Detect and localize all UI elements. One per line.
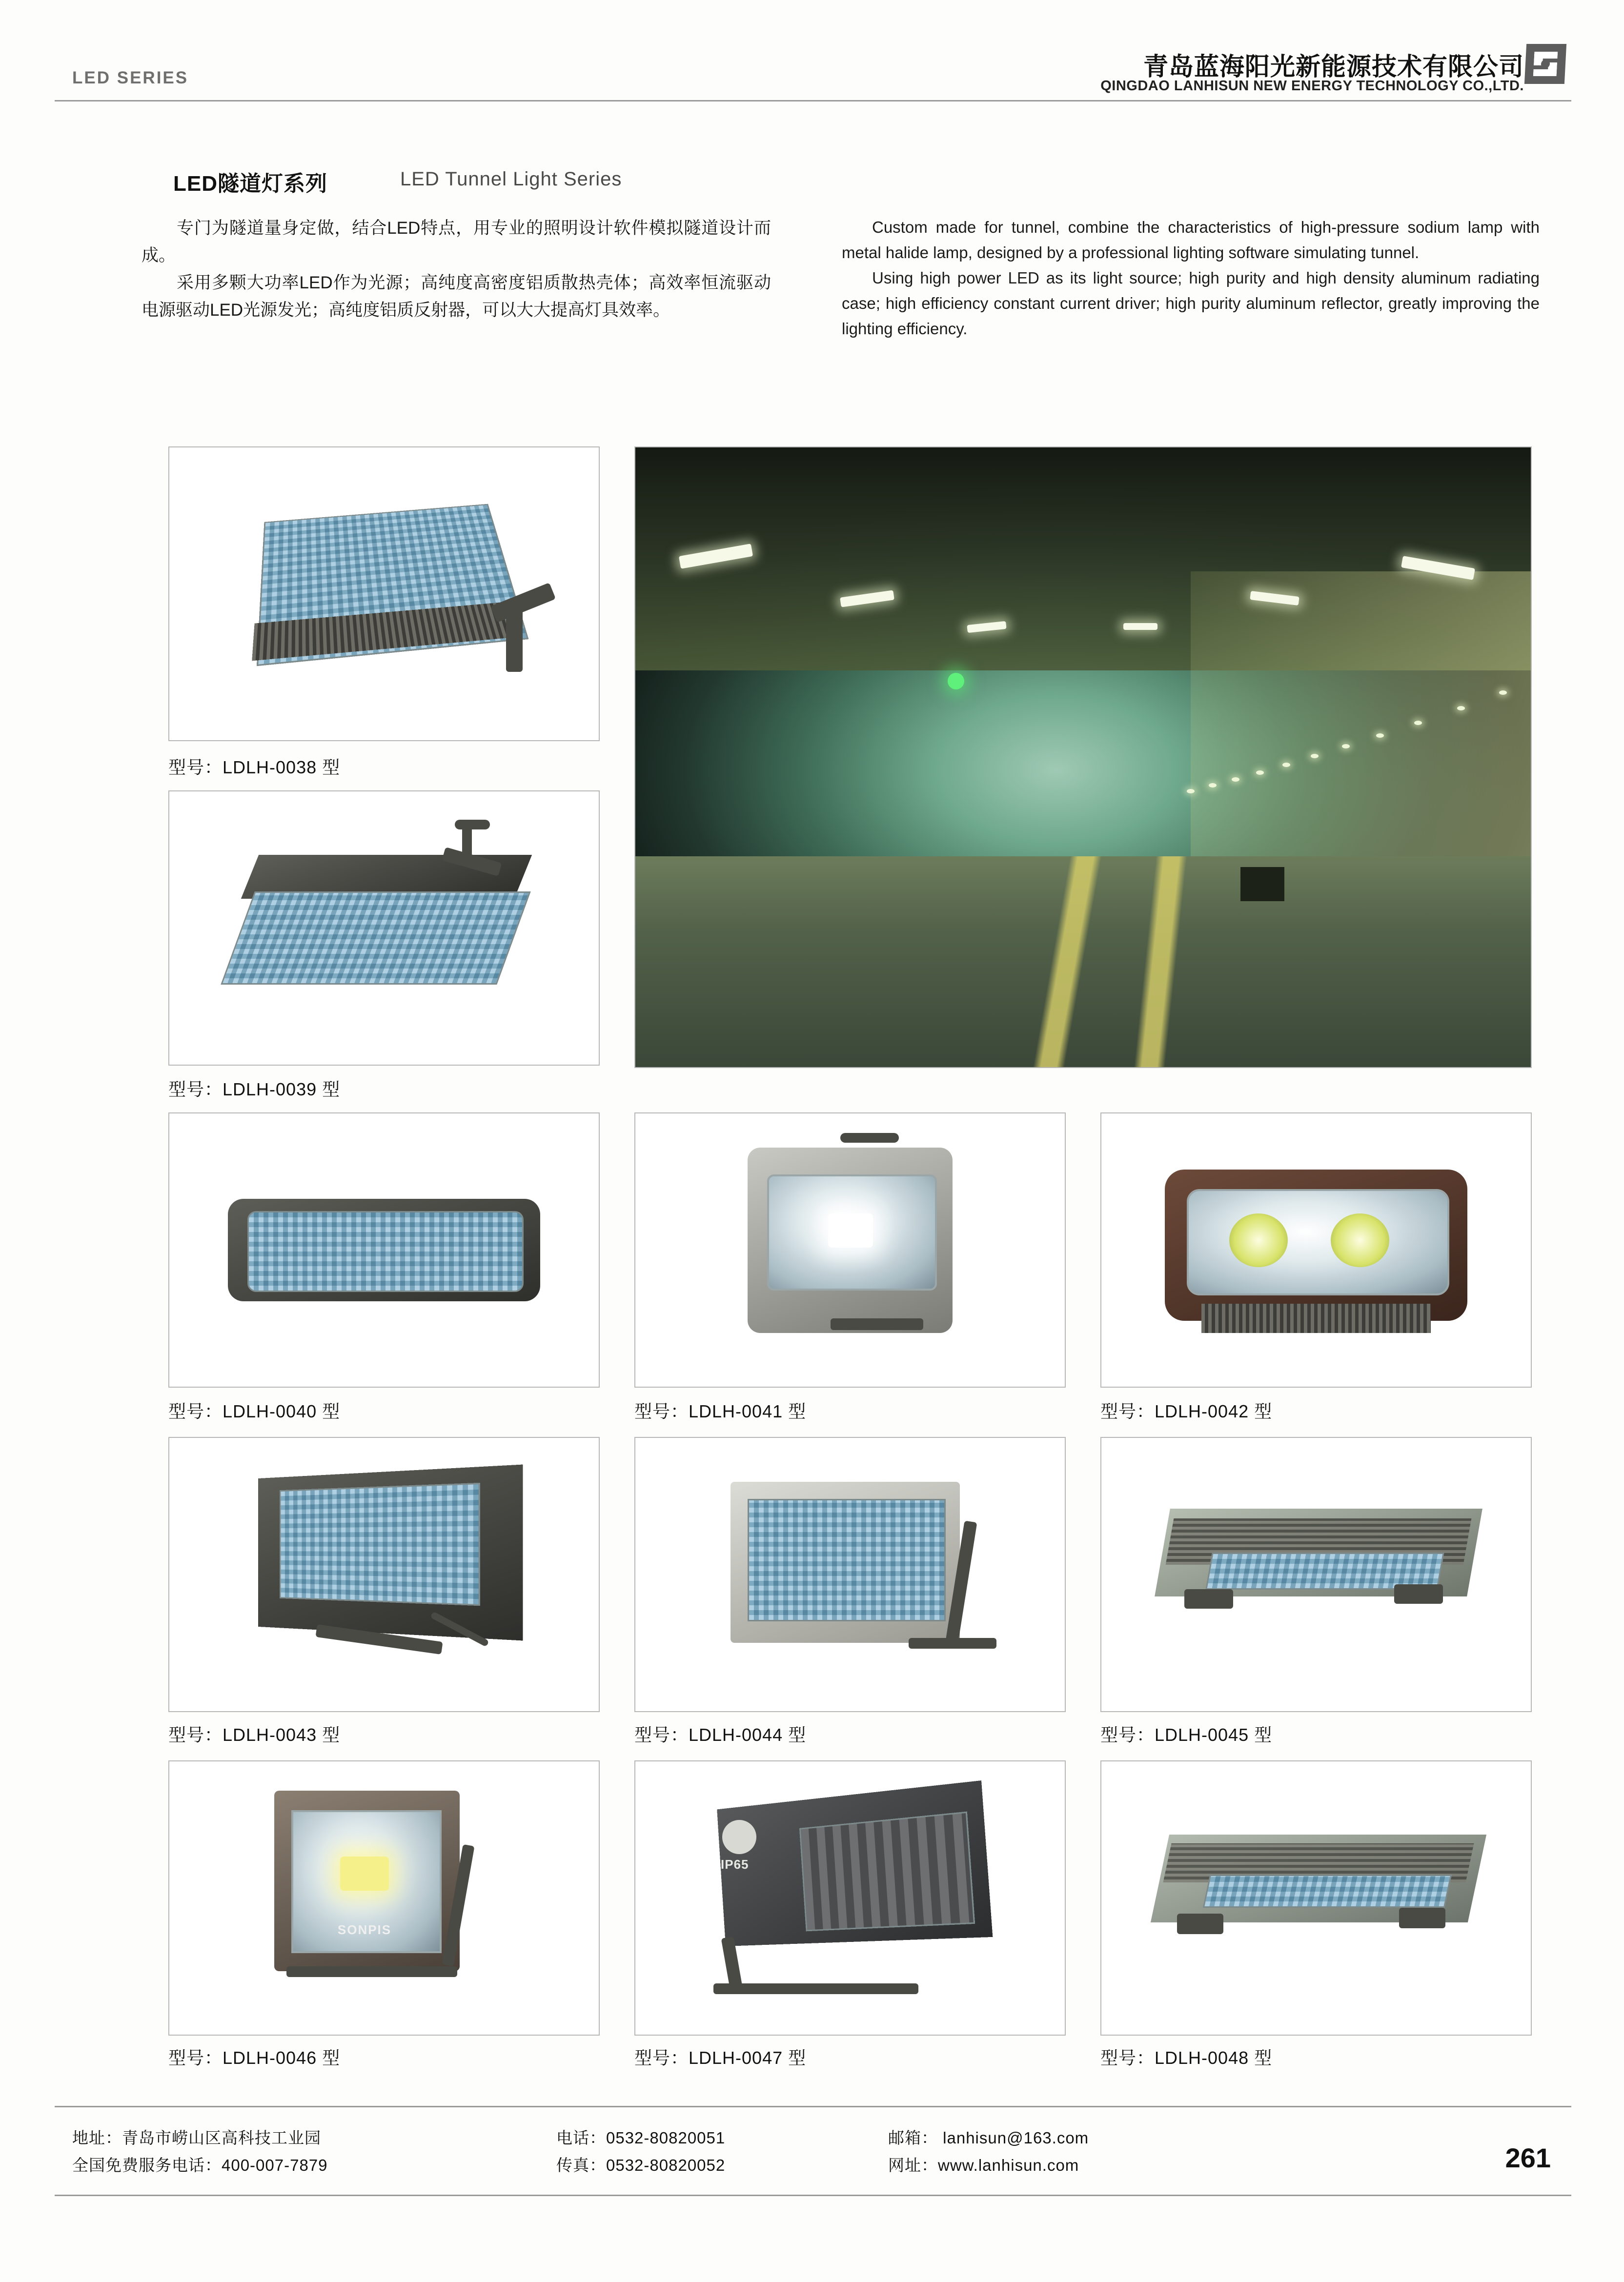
mounting-bracket	[909, 1638, 996, 1649]
product-image-ldlh-0039	[168, 790, 600, 1066]
brand-emblem-icon	[722, 1820, 756, 1854]
caption-ldlh-0040: 型号：LDLH-0040 型	[168, 1401, 341, 1421]
tunnel-row-light-icon	[1414, 721, 1422, 725]
tunnel-green-signal-icon	[948, 673, 964, 689]
intro-en-paragraph-1: Custom made for tunnel, combine the characteristics of high-pressure sodium lamp with metal halide lamp, designed by a professional lighting software simulating tunnel.	[842, 218, 1540, 262]
footer-phone-block	[556, 2124, 725, 2179]
reflector-glass	[1187, 1189, 1449, 1295]
section-title-en: LED Tunnel Light Series	[400, 168, 622, 190]
product-image-ldlh-0043	[168, 1437, 600, 1712]
tunnel-row-light-icon	[1187, 789, 1195, 793]
tunnel-row-light-icon	[1256, 770, 1264, 775]
page-header	[0, 0, 1624, 105]
mounting-bracket	[506, 608, 523, 672]
caption-ldlh-0038: 型号：LDLH-0038 型	[168, 757, 341, 777]
intro-cn-paragraph-2: 采用多颗大功率LED作为光源；高纯度高密度铝质散热壳体；高效率恒流驱动电源驱动LED光源发光；高纯度铝质反射器，可以大大提高灯具效率。	[142, 273, 771, 320]
tunnel-row-light-icon	[1232, 777, 1239, 782]
footer-address-block	[72, 2124, 328, 2179]
footer-divider-bottom	[55, 2195, 1571, 2196]
tunnel-wall-recess	[1240, 867, 1284, 901]
caption-ldlh-0047: 型号：LDLH-0047 型	[634, 2048, 807, 2068]
mounting-bracket	[1394, 1584, 1443, 1604]
footer-email[interactable]: 邮箱： lanhisun@163.com	[888, 2129, 1089, 2147]
heat-sink-fins	[1201, 1304, 1431, 1333]
brand-label: SONPIS	[337, 1922, 392, 1937]
tunnel-road	[635, 856, 1531, 1067]
header-divider	[55, 100, 1571, 101]
footer-contact-block	[888, 2124, 1089, 2179]
intro-chinese	[142, 215, 771, 324]
product-image-ldlh-0048	[1100, 1760, 1532, 2036]
tunnel-row-light-icon	[1342, 744, 1350, 748]
footer-website[interactable]: 网址：www.lanhisun.com	[888, 2156, 1079, 2174]
caption-ldlh-0048: 型号：LDLH-0048 型	[1100, 2048, 1273, 2068]
mounting-bracket	[1399, 1908, 1445, 1928]
product-image-ldlh-0045	[1100, 1437, 1532, 1712]
intro-english	[842, 215, 1540, 342]
intro-en-paragraph-2: Using high power LED as its light source; high purity and high density aluminum radiating case; high efficiency constant current driver; high purity aluminum reflector, greatly improving the lighting efficiency.	[842, 269, 1540, 338]
mounting-bracket	[286, 1966, 457, 1977]
caption-ldlh-0044: 型号：LDLH-0044 型	[634, 1725, 807, 1745]
hanging-hook	[455, 820, 490, 829]
company-name-cn: 青岛蓝海阳光新能源技术有限公司	[1143, 53, 1524, 81]
led-panel	[799, 1812, 975, 1932]
cob-led-chip	[1229, 1213, 1288, 1267]
product-image-ldlh-0047	[634, 1760, 1066, 2036]
footer-address: 地址：青岛市崂山区高科技工业园	[72, 2129, 321, 2147]
caption-ldlh-0041: 型号：LDLH-0041 型	[634, 1401, 807, 1421]
product-image-ldlh-0046	[168, 1760, 600, 2036]
caption-ldlh-0045: 型号：LDLH-0045 型	[1100, 1725, 1273, 1745]
product-image-ldlh-0042	[1100, 1112, 1532, 1388]
led-panel	[247, 1211, 524, 1292]
ip-rating-badge: IP65	[721, 1857, 749, 1872]
footer-fax: 传真：0532-80820052	[556, 2156, 726, 2174]
tunnel-photo	[634, 446, 1532, 1068]
tunnel-row-light-icon	[1376, 733, 1384, 738]
led-panel	[280, 1483, 480, 1606]
page-number: 261	[1505, 2142, 1551, 2173]
caption-ldlh-0042: 型号：LDLH-0042 型	[1100, 1401, 1273, 1421]
product-image-ldlh-0044	[634, 1437, 1066, 1712]
led-panel	[221, 891, 531, 985]
handle	[840, 1133, 899, 1143]
product-image-ldlh-0041	[634, 1112, 1066, 1388]
intro-cn-paragraph-1: 专门为隧道量身定做，结合LED特点，用专业的照明设计软件模拟隧道设计而成。	[142, 219, 771, 265]
mounting-bracket	[1177, 1914, 1223, 1934]
mounting-bracket	[831, 1318, 923, 1330]
caption-ldlh-0043: 型号：LDLH-0043 型	[168, 1725, 341, 1745]
product-image-ldlh-0038	[168, 446, 600, 741]
company-name-en: QINGDAO LANHISUN NEW ENERGY TECHNOLOGY CO.,LTD.	[1100, 78, 1524, 94]
tunnel-row-light-icon	[1499, 690, 1507, 695]
company-logo-icon	[1524, 44, 1566, 84]
tunnel-row-light-icon	[1209, 783, 1217, 788]
tunnel-row-light-icon	[1457, 706, 1465, 710]
mounting-bracket	[713, 1983, 918, 1994]
series-label: LED SERIES	[72, 68, 189, 87]
caption-ldlh-0039: 型号：LDLH-0039 型	[168, 1079, 341, 1099]
cob-led-chip	[1331, 1213, 1389, 1267]
tunnel-lamp-icon	[1123, 623, 1157, 630]
cob-led-chip	[340, 1857, 389, 1891]
tunnel-row-light-icon	[1282, 763, 1290, 767]
led-panel	[748, 1499, 946, 1621]
tunnel-row-light-icon	[1311, 754, 1319, 758]
caption-ldlh-0046: 型号：LDLH-0046 型	[168, 2048, 341, 2068]
footer-tel: 电话：0532-80820051	[556, 2129, 726, 2147]
cob-led-chip	[828, 1213, 873, 1248]
led-panel	[1203, 1875, 1452, 1908]
footer-divider-top	[55, 2106, 1571, 2107]
section-title-cn: LED隧道灯系列	[173, 172, 327, 196]
mounting-bracket	[1184, 1589, 1233, 1609]
product-image-ldlh-0040	[168, 1112, 600, 1388]
footer-hotline: 全国免费服务电话：400-007-7879	[72, 2156, 328, 2174]
